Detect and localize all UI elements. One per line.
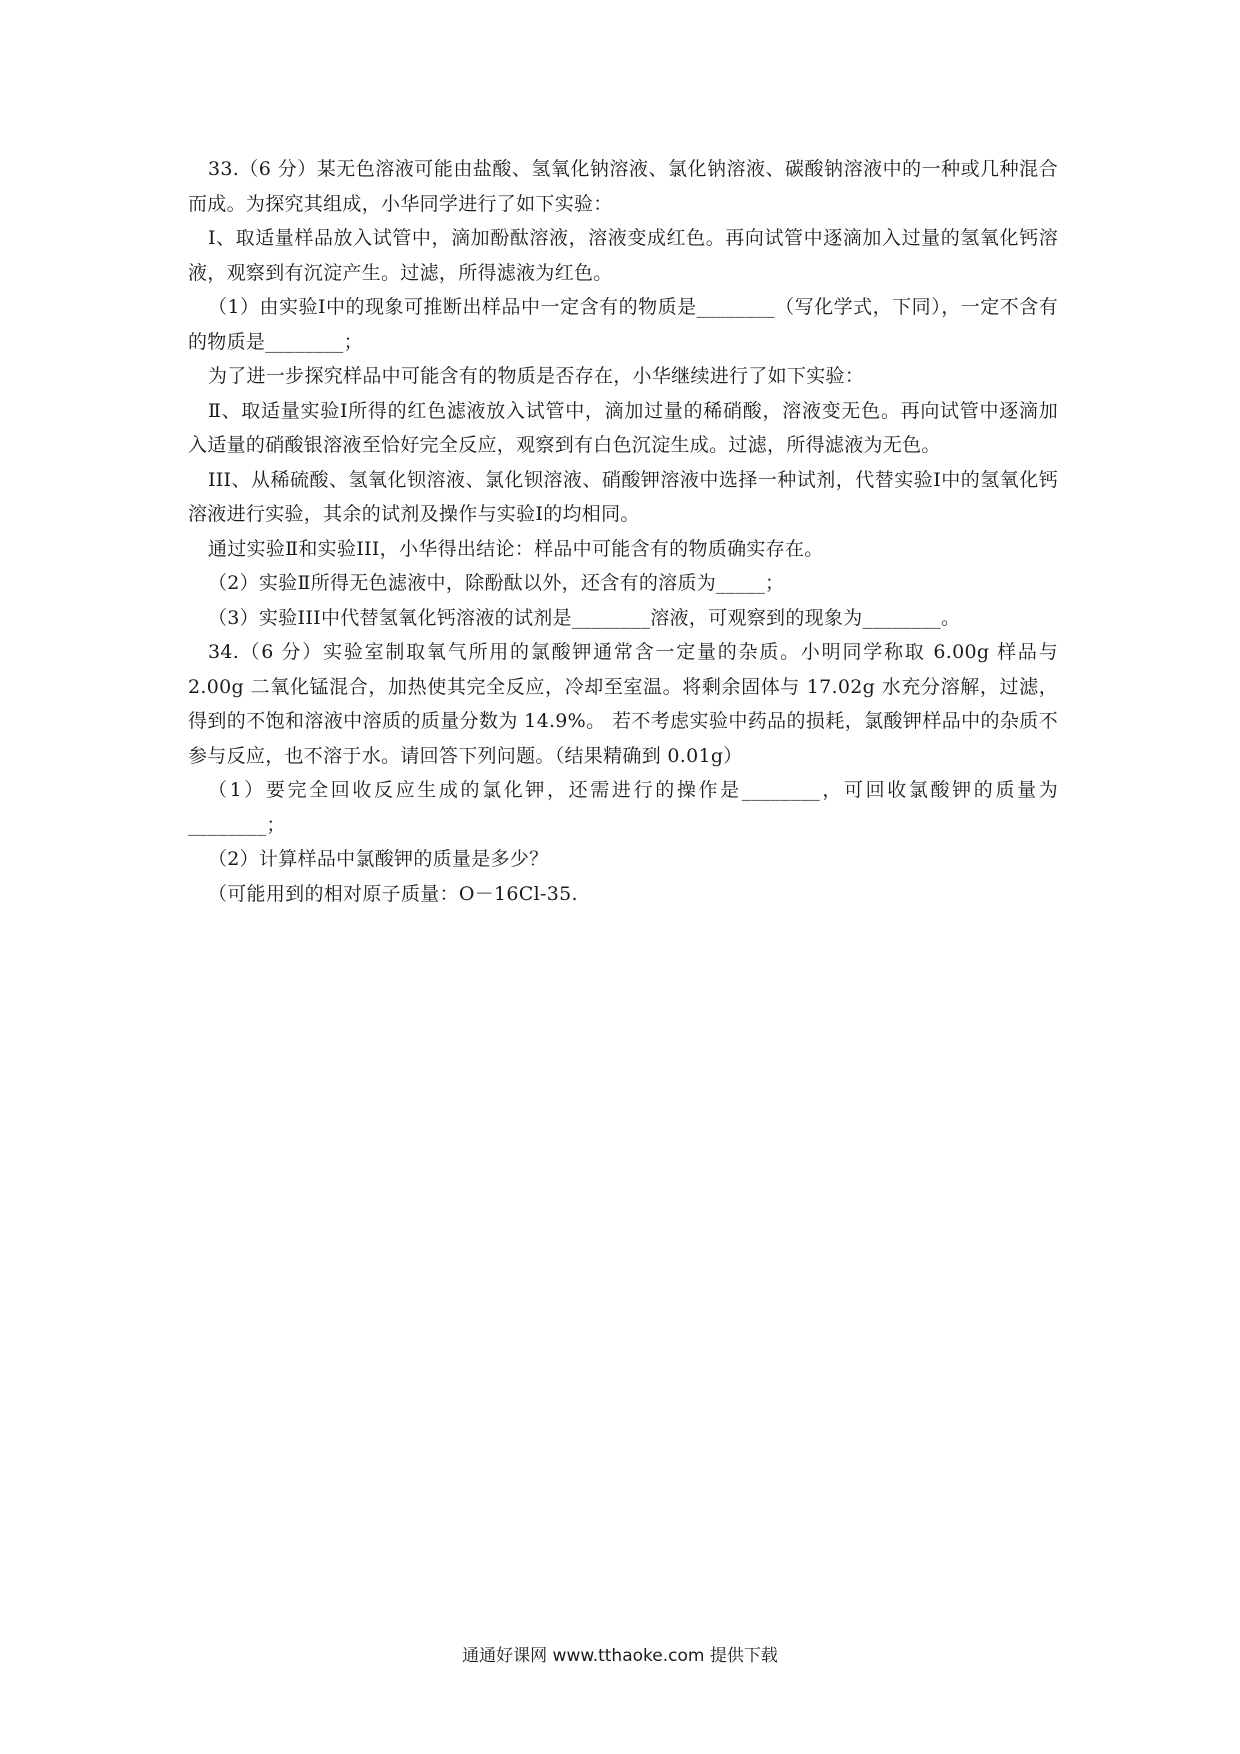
question-33-transition: 为了进一步探究样品中可能含有的物质是否存在，小华继续进行了如下实验： (207, 365, 865, 387)
question-33-experiment-1: Ⅰ、取适量样品放入试管中，滴加酚酞溶液，溶液变成红色。再向试管中逐滴加入过量的氢氧化钙溶液，观察到有沉淀产生。过滤，所得滤液为红色。 (188, 227, 1058, 284)
question-content (188, 152, 1058, 911)
question-33-sub-3: （3）实验III中代替氢氧化钙溶液的试剂是________溶液，可观察到的现象为________。 (207, 606, 961, 629)
question-33-conclusion: 通过实验Ⅱ和实验III，小华得出结论：样品中可能含有的物质确实存在。 (207, 537, 824, 560)
question-33-experiment-3: III、从稀硫酸、氢氧化钡溶液、氯化钡溶液、硝酸钾溶液中选择一种试剂，代替实验Ⅰ中的氢氧化钙溶液进行实验，其余的试剂及操作与实验Ⅰ的均相同。 (188, 468, 1058, 525)
question-33-experiment-2: Ⅱ、取适量实验Ⅰ所得的红色滤液放入试管中，滴加过量的稀硝酸，溶液变无色。再向试管中逐滴加入适量的硝酸银溶液至恰好完全反应，观察到有白色沉淀生成。过滤，所得滤液为无色。 (188, 399, 1058, 456)
question-34-sub-2: （2）计算样品中氯酸钾的质量是多少？ (207, 848, 549, 870)
question-34-intro: 34.（6 分）实验室制取氧气所用的氯酸钾通常含一定量的杂质。小明同学称取 6.00g 样品与 2.00g 二氧化锰混合，加热使其完全反应，冷却至室温。将剩余固体与 17.02g 水充分溶解，过滤，得到的不饱和溶液中溶质的质量分数为 14.9%。 若不考虑实验中药品的损耗，氯酸钾样品中的杂质不参与反应，也不溶于水。请回答下列问题。（结果精确到 0.01g） (188, 641, 1058, 767)
question-34-sub-1: （1）要完全回收反应生成的氯化钾，还需进行的操作是________，可回收氯酸钾的质量为________； (188, 779, 1058, 836)
question-34-note: （可能用到的相对原子质量：O－16Cl-35. (207, 882, 578, 905)
question-33-sub-2: （2）实验Ⅱ所得无色滤液中，除酚酞以外，还含有的溶质为_____； (207, 572, 785, 594)
question-33-intro: 33.（6 分）某无色溶液可能由盐酸、氢氧化钠溶液、氯化钠溶液、碳酸钠溶液中的一种或几种混合而成。为探究其组成，小华同学进行了如下实验： (188, 158, 1058, 215)
page-footer: 通通好课网 www.tthaoke.com 提供下载 (462, 1646, 778, 1666)
question-33-sub-1: （1）由实验Ⅰ中的现象可推断出样品中一定含有的物质是________（写化学式，下同），一定不含有的物质是________； (188, 296, 1058, 353)
